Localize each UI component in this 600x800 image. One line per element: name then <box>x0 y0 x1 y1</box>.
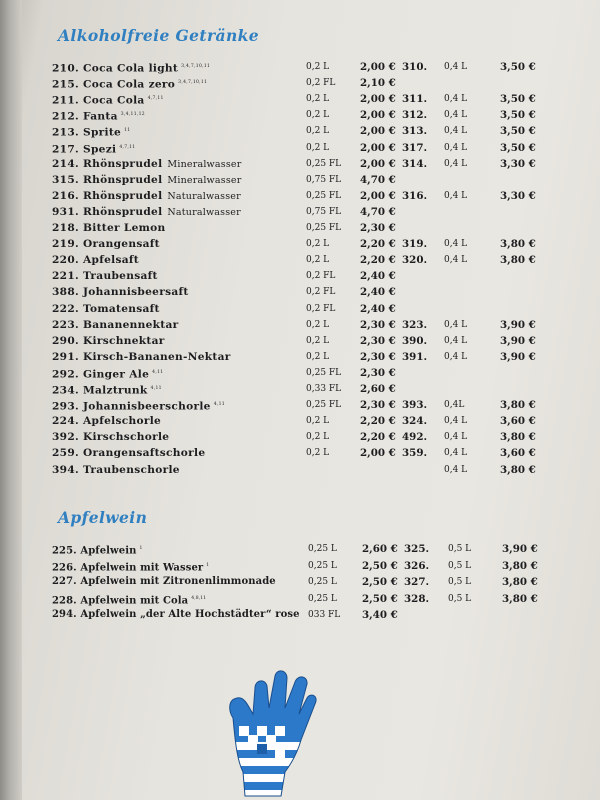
large-price: 3,60 € <box>500 415 536 428</box>
item-label: 392. Kirschschorle <box>52 431 170 444</box>
large-volume: 0,4 L <box>444 448 468 459</box>
menu-row <box>0 91 600 107</box>
small-volume: 0,25 L <box>308 544 337 554</box>
small-volume: 0,25 L <box>308 577 337 587</box>
small-price: 2,40 € <box>360 286 396 299</box>
small-price: 2,50 € <box>362 559 398 572</box>
small-price: 4,70 € <box>360 173 396 186</box>
large-price: 3,80 € <box>500 463 536 476</box>
menu-row <box>0 445 600 461</box>
item-label: 291. Kirsch-Bananen-Nektar <box>52 350 231 363</box>
large-volume: 0,4 L <box>444 142 468 153</box>
small-price: 2,00 € <box>360 141 396 154</box>
large-volume: 0,4 L <box>444 94 468 105</box>
item-label: 227. Apfelwein mit Zitronenlimmonade <box>52 576 276 587</box>
large-item-number: 328. <box>404 592 430 605</box>
menu-row <box>0 607 600 623</box>
additive-codes: 3,4,7,10,11 <box>181 64 211 69</box>
small-volume: 0,25 L <box>308 560 337 571</box>
item-name <box>52 381 162 399</box>
large-price: 3,30 € <box>500 157 536 170</box>
small-price: 2,20 € <box>360 415 396 428</box>
item-name <box>52 236 160 252</box>
large-price: 3,90 € <box>500 350 536 363</box>
menu-row <box>0 558 600 574</box>
item-name <box>52 140 135 158</box>
menu-row <box>0 462 600 478</box>
item-label: 213. Sprite <box>52 126 122 139</box>
item-label: 228. Apfelwein mit Cola <box>52 594 189 606</box>
item-name <box>52 172 241 189</box>
large-item-number: 393. <box>402 399 428 412</box>
item-name <box>52 349 231 365</box>
item-label: 222. Tomatensaft <box>52 302 160 315</box>
large-item-number: 320. <box>402 254 428 267</box>
small-price: 2,30 € <box>360 334 396 347</box>
item-label: 394. Traubenschorle <box>52 463 180 476</box>
item-name <box>52 252 139 268</box>
menu-row <box>0 236 600 252</box>
item-name <box>52 445 205 461</box>
item-label: 931. Rhönsprudel <box>52 205 163 218</box>
section-title-soft-drinks: Alkoholfreie Getränke <box>58 26 260 45</box>
large-item-number: 311. <box>402 93 428 106</box>
small-volume: 0,2 L <box>306 448 330 459</box>
small-price: 2,50 € <box>362 576 398 588</box>
item-label: 218. Bitter Lemon <box>52 222 166 234</box>
large-price: 3,60 € <box>500 447 536 460</box>
item-label: 217. Spezi <box>52 143 117 156</box>
large-price: 3,90 € <box>500 318 536 331</box>
large-volume: 0,4 L <box>444 126 468 137</box>
menu-row <box>0 188 600 204</box>
small-price: 2,30 € <box>360 318 396 331</box>
large-price: 3,30 € <box>500 189 536 202</box>
item-label: 294. Apfelwein „der Alte Hochstädter“ rose <box>52 609 300 620</box>
menu-row <box>0 123 600 139</box>
item-name <box>52 574 276 590</box>
small-price: 2,00 € <box>360 109 396 122</box>
item-name <box>52 429 169 445</box>
small-price: 2,30 € <box>360 222 396 234</box>
large-item-number: 323. <box>402 318 428 331</box>
menu-row <box>0 591 600 607</box>
small-price: 2,30 € <box>360 399 396 412</box>
menu-row <box>0 107 600 123</box>
item-label: 223. Bananennektar <box>52 318 179 331</box>
item-label: 210. Coca Cola light <box>52 62 179 75</box>
large-item-number: 325. <box>404 543 430 555</box>
menu-row <box>0 397 600 413</box>
large-item-number: 319. <box>402 238 428 251</box>
item-name <box>52 268 158 284</box>
menu-row <box>0 349 600 365</box>
menu-row <box>0 301 600 317</box>
large-volume: 0,4 L <box>444 255 468 266</box>
additive-codes: 1 <box>206 562 210 568</box>
large-item-number: 390. <box>402 334 428 347</box>
large-item-number: 312. <box>402 109 428 122</box>
small-volume: 0,2 L <box>306 432 330 443</box>
small-volume: 0,2 L <box>306 239 330 250</box>
item-name <box>52 413 161 429</box>
small-price: 2,60 € <box>362 543 398 555</box>
large-price: 3,80 € <box>500 238 536 251</box>
small-volume: 0,2 L <box>306 94 330 105</box>
small-volume: 0,2 FL <box>306 287 336 298</box>
large-item-number: 316. <box>402 189 428 202</box>
large-item-number: 317. <box>402 141 428 154</box>
large-price: 3,90 € <box>500 334 536 347</box>
item-name <box>52 91 164 109</box>
menu-row <box>0 429 600 445</box>
large-price: 3,50 € <box>500 109 536 122</box>
item-name <box>52 333 165 349</box>
item-name <box>52 301 160 317</box>
large-item-number: 313. <box>402 125 428 138</box>
menu-row <box>0 365 600 381</box>
additive-codes: 4,7,11 <box>119 144 136 150</box>
additive-codes: 1 <box>139 546 143 551</box>
item-name <box>52 204 241 221</box>
large-item-number: 324. <box>402 415 428 428</box>
menu-row <box>0 333 600 349</box>
large-price: 3,80 € <box>500 399 536 412</box>
large-volume: 0,4 L <box>444 190 468 201</box>
menu-row <box>0 317 600 333</box>
small-price: 2,30 € <box>360 366 396 379</box>
large-volume: 0,4 L <box>444 62 468 72</box>
section-title-cider: Apfelwein <box>58 508 148 527</box>
small-volume: 0,75 FL <box>306 174 342 185</box>
large-volume: 0,4 L <box>444 335 468 346</box>
large-item-number: 310. <box>402 61 428 73</box>
small-price: 2,40 € <box>360 270 396 283</box>
small-price: 2,00 € <box>360 93 396 106</box>
additive-codes: 3,4,7,10,11 <box>178 80 208 86</box>
large-price: 3,80 € <box>502 592 538 605</box>
small-price: 2,00 € <box>360 189 396 202</box>
additive-codes: 4,11 <box>213 402 225 408</box>
large-price: 3,90 € <box>502 543 538 555</box>
additive-codes: 4,11 <box>150 386 162 391</box>
menu-row <box>0 284 600 300</box>
large-volume: 0,4 L <box>444 351 468 362</box>
item-label: 211. Coca Cola <box>52 94 145 107</box>
item-name <box>52 156 241 173</box>
item-name <box>52 397 225 415</box>
large-price: 3,80 € <box>502 576 538 588</box>
large-volume: 0,4 L <box>444 432 468 443</box>
menu-row <box>0 75 600 91</box>
small-price: 2,30 € <box>360 350 396 363</box>
menu-row <box>0 140 600 156</box>
item-name <box>52 365 163 383</box>
large-price: 3,50 € <box>500 125 536 138</box>
menu-row <box>0 381 600 397</box>
large-volume: 0,4L <box>444 400 465 411</box>
item-note: Mineralwasser <box>167 158 242 170</box>
small-price: 2,40 € <box>360 302 396 315</box>
item-name <box>52 607 300 623</box>
item-label: 214. Rhönsprudel <box>52 157 163 170</box>
item-name <box>52 188 241 205</box>
small-volume: 0,2 L <box>306 255 330 266</box>
item-note: Mineralwasser <box>167 174 242 186</box>
large-volume: 0,5 L <box>448 560 472 571</box>
small-price: 2,50 € <box>362 592 398 605</box>
item-name <box>52 284 189 300</box>
item-name <box>52 123 130 141</box>
menu-row <box>0 541 600 557</box>
small-volume: 0,25 FL <box>306 223 342 233</box>
small-price: 2,00 € <box>360 157 396 170</box>
menu-row <box>0 156 600 172</box>
small-volume: 0,2 L <box>306 335 330 346</box>
item-name <box>52 107 145 125</box>
large-volume: 0,4 L <box>444 239 468 250</box>
item-label: 234. Malztrunk <box>52 384 148 397</box>
item-name <box>52 220 166 236</box>
small-volume: 0,25 FL <box>306 367 342 378</box>
small-volume: 0,2 L <box>306 142 330 153</box>
large-item-number: 492. <box>402 431 428 444</box>
small-volume: 0,2 L <box>306 351 330 362</box>
item-label: 315. Rhönsprudel <box>52 173 163 186</box>
small-volume: 0,25 FL <box>306 190 342 201</box>
menu-row <box>0 574 600 590</box>
greek-flag-hand-icon <box>215 668 325 798</box>
small-price: 2,00 € <box>360 61 396 73</box>
item-label: 225. Apfelwein <box>52 545 137 557</box>
additive-codes: 4,7,11 <box>147 96 164 102</box>
item-label: 226. Apfelwein mit Wasser <box>52 561 204 573</box>
item-label: 290. Kirschnektar <box>52 334 165 347</box>
large-volume: 0,4 L <box>444 416 468 427</box>
menu-row <box>0 252 600 268</box>
small-volume: 0,2 L <box>306 319 330 330</box>
large-item-number: 359. <box>402 447 428 460</box>
item-label: 216. Rhönsprudel <box>52 189 163 202</box>
large-price: 3,50 € <box>500 93 536 106</box>
large-volume: 0,4 L <box>444 464 468 475</box>
menu-row <box>0 59 600 75</box>
menu-row <box>0 172 600 188</box>
additive-codes: 3,4,11,12 <box>120 112 145 118</box>
small-price: 4,70 € <box>360 205 396 218</box>
menu-row <box>0 204 600 220</box>
large-item-number: 327. <box>404 576 430 588</box>
additive-codes: 4,8,11 <box>191 595 207 601</box>
item-name <box>52 59 210 77</box>
menu-row <box>0 268 600 284</box>
small-volume: 0,25 FL <box>306 400 342 411</box>
small-price: 2,00 € <box>360 447 396 460</box>
small-volume: 0,2 FL <box>306 303 336 314</box>
small-volume: 0,2 L <box>306 416 330 427</box>
item-label: 292. Ginger Ale <box>52 368 150 381</box>
small-volume: 0,25 L <box>308 593 337 604</box>
item-label: 212. Fanta <box>52 110 118 123</box>
item-note: Naturalwasser <box>167 190 241 202</box>
large-item-number: 326. <box>404 559 430 572</box>
menu-row <box>0 220 600 236</box>
item-name <box>52 75 207 93</box>
small-volume: 0,75 FL <box>306 206 342 217</box>
small-volume: 0,2 L <box>306 126 330 137</box>
large-volume: 0,4 L <box>444 319 468 330</box>
item-label: 215. Coca Cola zero <box>52 78 176 91</box>
additive-codes: 4,11 <box>152 369 164 375</box>
small-volume: 0,2 L <box>306 110 330 121</box>
item-label: 221. Traubensaft <box>52 270 158 283</box>
large-price: 3,80 € <box>502 559 538 572</box>
small-price: 2,10 € <box>360 77 396 90</box>
item-label: 220. Apfelsaft <box>52 254 139 267</box>
large-item-number: 314. <box>402 157 428 170</box>
large-item-number: 391. <box>402 350 428 363</box>
small-price: 2,20 € <box>360 431 396 444</box>
small-price: 2,60 € <box>360 383 396 395</box>
small-price: 2,20 € <box>360 238 396 251</box>
item-name <box>52 462 180 478</box>
small-volume: 0,2 L <box>306 62 330 72</box>
item-note: Naturalwasser <box>167 206 241 218</box>
menu-row <box>0 413 600 429</box>
large-volume: 0,5 L <box>448 544 472 554</box>
item-label: 219. Orangensaft <box>52 238 160 251</box>
large-price: 3,50 € <box>500 141 536 154</box>
large-volume: 0,5 L <box>448 593 472 604</box>
item-label: 259. Orangensaftschorle <box>52 447 206 460</box>
item-name <box>52 317 179 333</box>
large-price: 3,50 € <box>500 61 536 73</box>
small-volume: 0,33 FL <box>306 384 342 394</box>
large-price: 3,80 € <box>500 254 536 267</box>
item-label: 224. Apfelschorle <box>52 415 162 428</box>
item-label: 293. Johannisbeerschorle <box>52 400 211 413</box>
large-price: 3,80 € <box>500 431 536 444</box>
small-price: 2,20 € <box>360 254 396 267</box>
large-volume: 0,4 L <box>444 158 468 169</box>
small-volume: 0,2 FL <box>306 78 336 89</box>
large-volume: 0,4 L <box>444 110 468 121</box>
additive-codes: 11 <box>124 128 131 134</box>
small-price: 2,00 € <box>360 125 396 138</box>
large-volume: 0,5 L <box>448 577 472 587</box>
item-label: 388. Johannisbeersaft <box>52 286 189 299</box>
small-price: 3,40 € <box>362 609 398 621</box>
small-volume: 0,25 FL <box>306 158 342 169</box>
small-volume: 0,2 FL <box>306 271 336 282</box>
small-volume: 033 FL <box>308 610 341 620</box>
